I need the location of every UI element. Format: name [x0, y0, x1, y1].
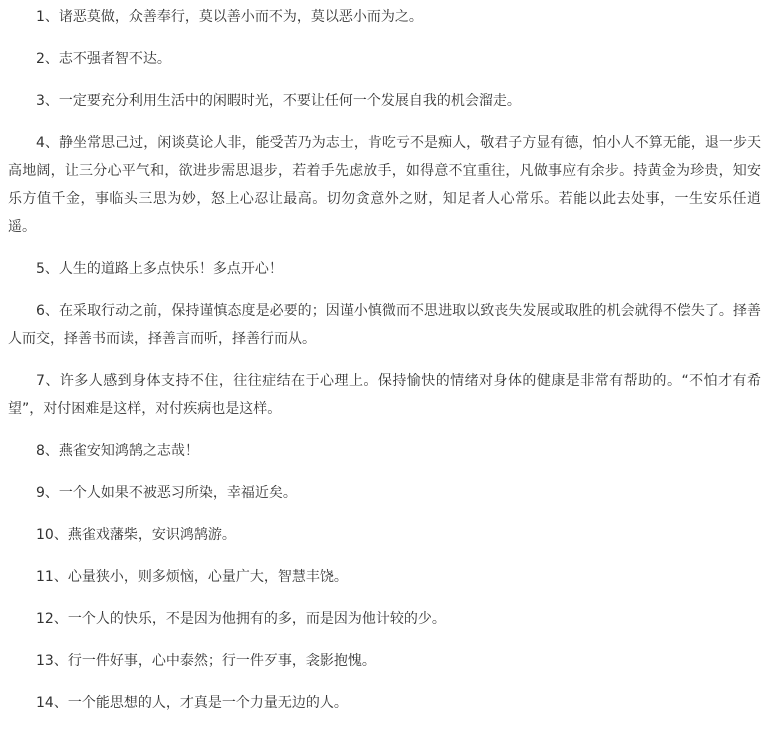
paragraph-14: 14、一个能思想的人，才真是一个力量无边的人。 — [36, 695, 348, 711]
paragraph-6: 6、在采取行动之前，保持谨慎态度是必要的；因谨小慎微而不思进取以致丧失发展或取胜的机会就得不偿失了。择善人而交，择善书而读，择善言而听，择善行而从。 — [8, 303, 761, 347]
paragraph-4: 4、静坐常思己过，闲谈莫论人非，能受苦乃为志士，肯吃亏不是痴人，敬君子方显有德，怕小人不算无能，退一步天高地阔，让三分心平气和，欲进步需思退步，若着手先虑放手，如得意不宜重往，凡做事应有余步。持黄金为珍贵，知安乐方值千金，事临头三思为妙，怒上心忍让最高。切勿贪意外之财，知足者人心常乐。若能以此去处事，一生安乐任逍遥。 — [8, 135, 761, 235]
paragraph-9: 9、一个人如果不被恶习所染，幸福近矣。 — [36, 485, 297, 501]
paragraph-8: 8、燕雀安知鸿鹄之志哉！ — [36, 443, 199, 459]
paragraph-3: 3、一定要充分利用生活中的闲暇时光，不要让任何一个发展自我的机会溜走。 — [36, 93, 521, 109]
paragraph-5: 5、人生的道路上多点快乐！多点开心！ — [36, 261, 283, 277]
paragraph-1: 1、诸恶莫做，众善奉行，莫以善小而不为，莫以恶小而为之。 — [36, 9, 423, 25]
paragraph-11: 11、心量狭小，则多烦恼，心量广大，智慧丰饶。 — [36, 569, 348, 585]
paragraph-12: 12、一个人的快乐，不是因为他拥有的多，而是因为他计较的少。 — [36, 611, 446, 627]
paragraph-13: 13、行一件好事，心中泰然；行一件歹事，衾影抱愧。 — [36, 653, 376, 669]
paragraph-7: 7、许多人感到身体支持不住，往往症结在于心理上。保持愉快的情绪对身体的健康是非常有帮助的。“不怕才有希望”，对付困难是这样，对付疾病也是这样。 — [8, 373, 761, 417]
paragraph-10: 10、燕雀戏藩柴，安识鸿鹄游。 — [36, 527, 236, 543]
paragraph-2: 2、志不强者智不达。 — [36, 51, 171, 67]
